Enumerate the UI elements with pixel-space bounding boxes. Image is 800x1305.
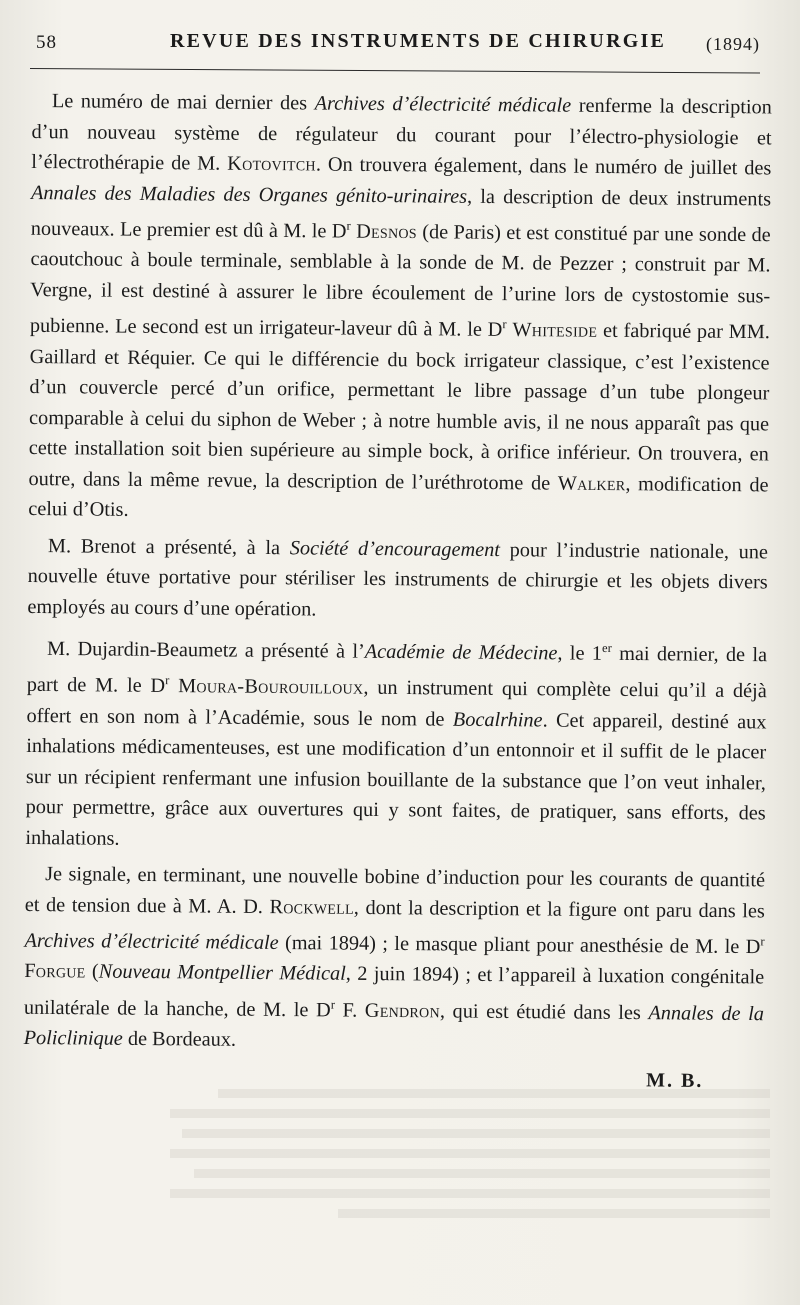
text-run: M. Brenot a présenté, à la <box>47 534 290 559</box>
text-run: , 2 juin 1894) ; et l’appareil à luxation congénitale unilatérale de la hanche, de M. le D <box>23 963 765 1022</box>
person-name: Gendron <box>364 999 441 1023</box>
text-run: Je signale, en terminant, une nouvelle bobine d’induction pour les courants de quantité et de tension due à M. A. D. <box>24 863 766 918</box>
text-run: mai dernier, de la part de M. le D <box>26 642 768 698</box>
superscript: r <box>760 934 765 949</box>
person-name: Walker <box>557 472 626 495</box>
italic-title: Archives d’électricité médicale <box>24 929 279 955</box>
text-run: , modification de celui d’Otis. <box>28 472 769 521</box>
superscript: r <box>330 997 335 1012</box>
paragraph <box>28 86 772 531</box>
text-run: (de Paris) et est constitué par une sonde de caoutchouc à boule terminale, semblable à la sonde de M. de Pezzer ; construit par M. Vergne, il est destiné à assurer le libre écoulement de l’urine lors de cystostomie sus-pubienne. Le second est un irrigateur-laveur dû à M. le D <box>29 221 771 342</box>
header-rule <box>30 68 760 73</box>
person-name: Kotovitch <box>227 152 316 176</box>
person-name: Forgue <box>24 960 86 983</box>
person-name: Rockwell <box>269 895 354 919</box>
italic-title: Annales de la Policlinique <box>23 1002 765 1050</box>
italic-title: Société d’encouragement <box>289 536 501 561</box>
italic-title: Académie de Médecine <box>364 640 558 665</box>
article-body <box>23 86 772 1097</box>
person-name: Moura-Bourouilloux <box>178 675 364 699</box>
text-run: , le 1 <box>557 642 603 665</box>
show-through-text <box>170 1078 770 1228</box>
superscript: er <box>601 641 612 656</box>
paragraph <box>24 859 766 1060</box>
superscript: r <box>346 218 351 233</box>
text-run: , dont la description et la figure ont paru dans les <box>353 896 765 922</box>
text-run: , la description de deux instruments nouveaux. Le premier est dû à M. le D <box>30 185 772 243</box>
superscript: r <box>165 673 170 688</box>
text-run: pour l’industrie nationale, une nouvelle étuve portative pour stériliser les instruments de chirurgie et les objets divers employés au cours d’une opération. <box>27 538 769 621</box>
text-run: (mai 1894) ; le masque pliant pour anesthésie de M. le D <box>278 932 761 959</box>
text-run: de Bordeaux. <box>122 1027 237 1051</box>
text-run: M. Dujardin-Beaumetz a présenté à l’ <box>46 637 365 663</box>
text-run: ( <box>85 960 99 983</box>
italic-title: Annales des Maladies des Organes génito-urinaires <box>30 181 468 208</box>
page-header <box>30 24 770 58</box>
author-signature: M. B. <box>646 1068 704 1092</box>
italic-title: Bocalrhine <box>452 708 543 732</box>
text-run: renferme la description d’un nouveau système de régulateur du courant pour l’électro-physiologie et l’électrothérapie de M. <box>31 94 772 175</box>
text-run: et fabriqué par MM. Gaillard et Réquier. Ce qui le différencie du bock irrigateur classique, c’est l’existence d’un couvercle percé d’un orifice, permettant le libre passage d’un tube plongeur comparable à celui du siphon de Weber ; à notre humble avis, il ne nous apparaît pas que cette installation soit bien supérieure au simple bock, à orifice inférieur. On trouvera, en outre, dans la même revue, la description de l’uréthrotome de <box>28 319 770 495</box>
text-run: . Cet appareil, destiné aux inhalations médicamenteuses, est une modification d’un entonnoir et il suffit de le placer sur un récipient renfermant une infusion bouillante de la substance que l’on veut inhaler, pour permettre, grâce aux ouvertures qui y sont faites, de pratiquer, sans efforts, des inhalations. <box>25 709 767 850</box>
italic-title: Archives d’électricité médicale <box>314 92 572 117</box>
text-run: . On trouvera également, dans le numéro de juillet des <box>315 153 772 180</box>
paragraph <box>27 531 768 629</box>
running-title: REVUE DES INSTRUMENTS DE CHIRURGIE <box>170 30 666 52</box>
page-number: 58 <box>36 32 57 53</box>
text-run: , un instrument qui complète celui qu’il a déjà offert en son nom à l’Académie, sous le nom de <box>26 676 767 731</box>
text-run: Le numéro de mai dernier des <box>51 90 315 115</box>
header-year: (1894) <box>706 34 760 54</box>
superscript: r <box>502 317 507 332</box>
italic-title: Nouveau Montpellier Médical <box>98 960 346 986</box>
text-run: , qui est étudié dans les <box>439 1000 649 1025</box>
person-name: Whiteside <box>512 319 598 342</box>
text-run: F. <box>334 999 365 1022</box>
person-name: Desnos <box>356 220 418 244</box>
paragraph <box>25 628 767 859</box>
